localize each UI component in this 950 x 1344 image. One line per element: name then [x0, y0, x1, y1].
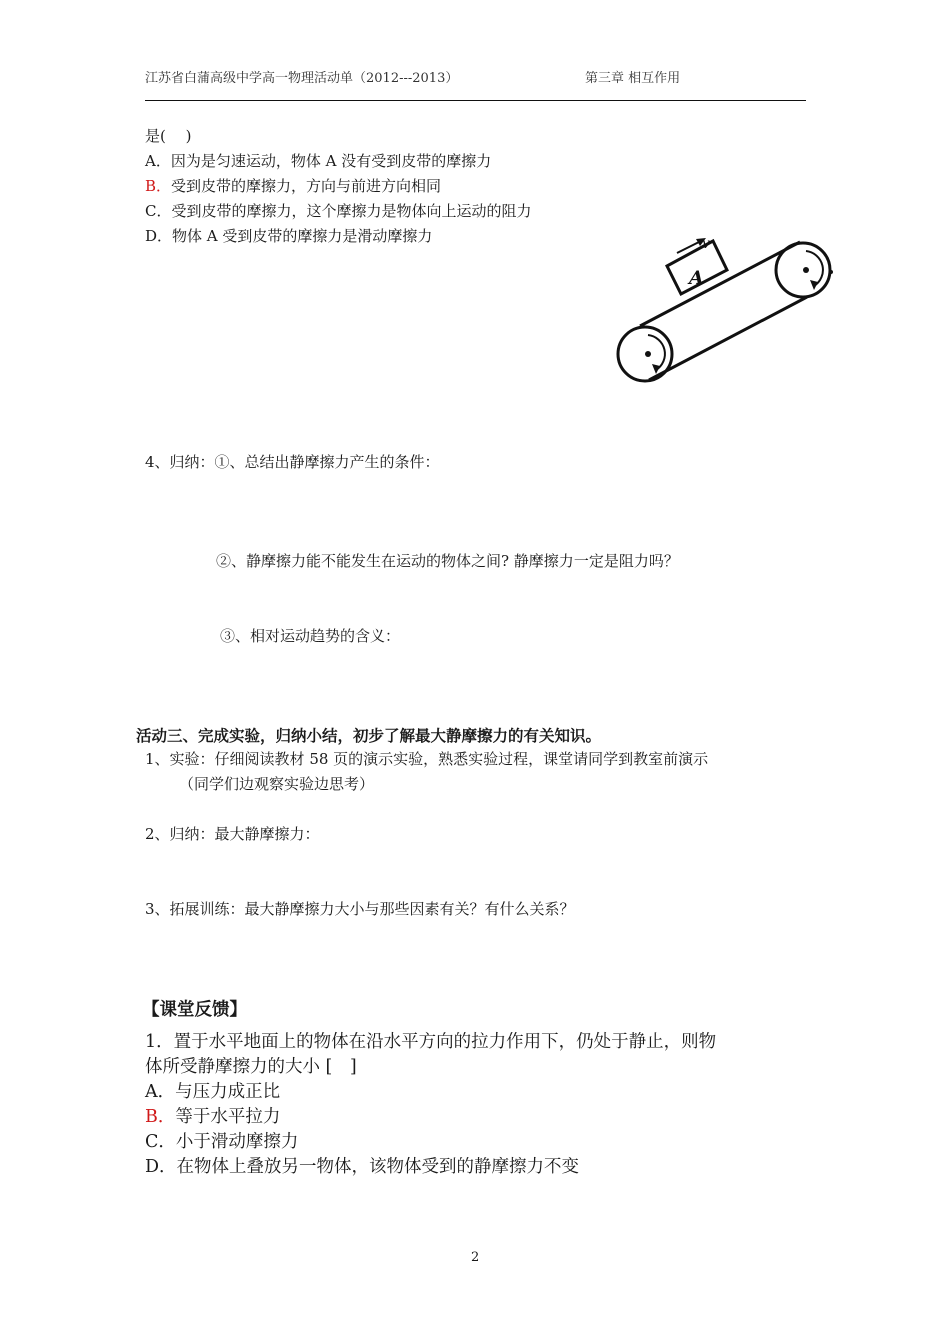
activity-3-item-2: 2、归纳：最大静摩擦力： — [145, 825, 320, 843]
feedback-option-b — [145, 1105, 280, 1129]
feedback-option-d — [145, 1155, 579, 1179]
option-text: 与压力成正比 — [175, 1082, 281, 1102]
header-title: 江苏省白蒲高级中学高一物理活动单（2012---2013） — [145, 71, 459, 86]
option-text: 因为是匀速运动，物体 A 没有受到皮带的摩擦力 — [170, 152, 492, 170]
option-letter-answer: B． — [145, 177, 172, 195]
option-b — [145, 176, 441, 196]
option-d — [145, 226, 432, 246]
activity-3-item-1: 1、实验：仔细阅读教材 58 页的演示实验，熟悉实验过程，课堂请同学到教室前演示 — [145, 750, 709, 768]
block-label: A — [689, 267, 704, 289]
velocity-label: v — [702, 236, 710, 252]
activity-3-item-1-cont: （同学们边观察实验边思考） — [179, 775, 375, 793]
option-letter-answer: B． — [145, 1107, 176, 1127]
summary-item-1: 4、归纳：①、总结出静摩擦力产生的条件： — [145, 453, 440, 471]
upper-roller-mark — [829, 270, 833, 274]
option-text: 受到皮带的摩擦力，这个摩擦力是物体向上运动的阻力 — [171, 202, 532, 220]
page-number: 2 — [471, 1250, 480, 1265]
header-divider — [145, 100, 806, 101]
question-stem-tail: 是( ) — [145, 127, 192, 145]
feedback-heading: 【课堂反馈】 — [142, 1000, 247, 1020]
upper-roller-axle — [803, 267, 809, 273]
header-chapter: 第三章 相互作用 — [585, 71, 681, 86]
option-letter: C． — [145, 1132, 176, 1152]
option-letter: A． — [145, 1082, 176, 1102]
feedback-option-a — [145, 1080, 280, 1104]
feedback-q1-line-1: 1．置于水平地面上的物体在沿水平方向的拉力作用下，仍处于静止，则物 — [145, 1032, 717, 1052]
summary-item-3: ③、相对运动趋势的含义： — [220, 627, 401, 645]
activity-3-title: 活动三、完成实验，归纳小结，初步了解最大静摩擦力的有关知识。 — [136, 727, 602, 745]
activity-3-item-3: 3、拓展训练：最大静摩擦力大小与那些因素有关？有什么关系？ — [145, 900, 575, 918]
feedback-q1-line-2: 体所受静摩擦力的大小 [ ] — [145, 1057, 357, 1077]
conveyor-belt-figure — [610, 228, 840, 388]
option-letter: C． — [145, 202, 172, 220]
feedback-option-c — [145, 1130, 298, 1154]
option-c — [145, 201, 532, 221]
summary-item-2: ②、静摩擦力能不能发生在运动的物体之间? 静摩擦力一定是阻力吗？ — [216, 552, 679, 570]
option-text: 小于滑动摩擦力 — [175, 1132, 299, 1152]
option-text: 物体 A 受到皮带的摩擦力是滑动摩擦力 — [172, 227, 433, 245]
option-a — [145, 151, 491, 171]
option-text: 在物体上叠放另一物体，该物体受到的静摩擦力不变 — [176, 1157, 580, 1177]
option-letter: D． — [145, 1157, 177, 1177]
lower-roller-axle — [645, 351, 651, 357]
option-text: 等于水平拉力 — [175, 1107, 281, 1127]
option-text: 受到皮带的摩擦力，方向与前进方向相同 — [171, 177, 442, 195]
option-letter: D． — [145, 227, 173, 245]
option-letter: A． — [145, 152, 171, 170]
